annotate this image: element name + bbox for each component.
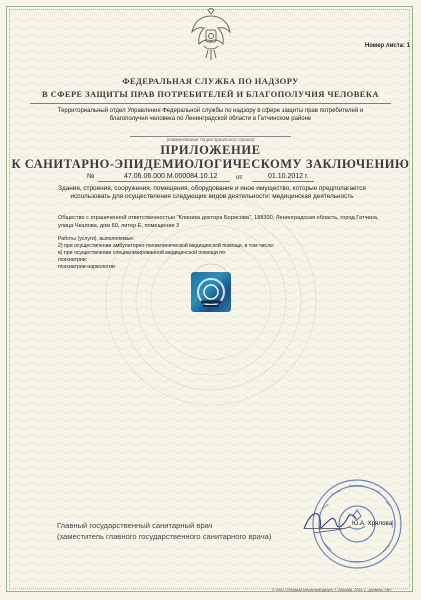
works-item: психиатрии; (58, 257, 88, 263)
buildings-paragraph: Здания, строения, сооружения, помещения, оборудование и иное имущество, которые предполагается использовать для осуществления следующих видов деятельности: медицинская деятельность (58, 185, 366, 201)
works-item: психиатрии-наркологии (58, 264, 115, 270)
hologram-logo-icon (191, 272, 231, 312)
registration-date: 01.10.2012 г. (268, 173, 309, 180)
handwritten-signature (300, 505, 360, 539)
document-title: ПРИЛОЖЕНИЕ (160, 143, 261, 157)
registration-number: 47.06.06.000.М.000084.10.12 (124, 173, 218, 180)
works-item: в) при осуществлении специализированной медицинской помощи по: (58, 250, 227, 256)
number-label: № (87, 173, 95, 180)
works-item: 2) при осуществлении амбулаторно-поликлинической медицинской помощи, в том числе: (58, 243, 275, 249)
header-separator (30, 103, 391, 104)
signer-name: Ю.А. Хрялова (352, 520, 393, 527)
territorial-body: Территориальный отдел Управления Федеральной службы по надзору в сфере защиты прав потребителей и благополучия человека по Ленинградской области в Гатчинском районе (57, 108, 364, 122)
document-subtitle: К САНИТАРНО-ЭПИДЕМИОЛОГИЧЕСКОМУ ЗАКЛЮЧЕНИЮ (11, 157, 410, 171)
territorial-caption: (наименование территориального органа) (166, 137, 255, 142)
organization-paragraph: Общество с ограниченной ответственностью "Клиника доктора Борисова", 188300, Ленинградская область, город Гатчина, улица Чкалова, дом 60, литер Е, помещение 3 (58, 215, 379, 229)
printer-imprint: © ЗАО «Первый печатный двор», г. Москва, 2011 г., уровень «В» (272, 587, 392, 592)
number-underline (98, 181, 230, 182)
date-label: от (236, 173, 243, 181)
signature-line (305, 528, 345, 529)
state-emblem-icon (186, 8, 236, 62)
agency-name-line1: ФЕДЕРАЛЬНАЯ СЛУЖБА ПО НАДЗОРУ (122, 76, 299, 86)
signer-subtitle: (заместитель главного государственного санитарного врача) (57, 532, 272, 541)
sheet-number: Номер листа: 1 (364, 43, 410, 49)
hologram-sticker (191, 272, 231, 312)
works-title: Работы (услуги), выполняемые: (58, 236, 135, 242)
date-underline (252, 181, 314, 182)
agency-name-line2: В СФЕРЕ ЗАЩИТЫ ПРАВ ПОТРЕБИТЕЛЕЙ И БЛАГОПОЛУЧИЯ ЧЕЛОВЕКА (42, 89, 379, 99)
signer-title: Главный государственный санитарный врач (57, 521, 213, 530)
